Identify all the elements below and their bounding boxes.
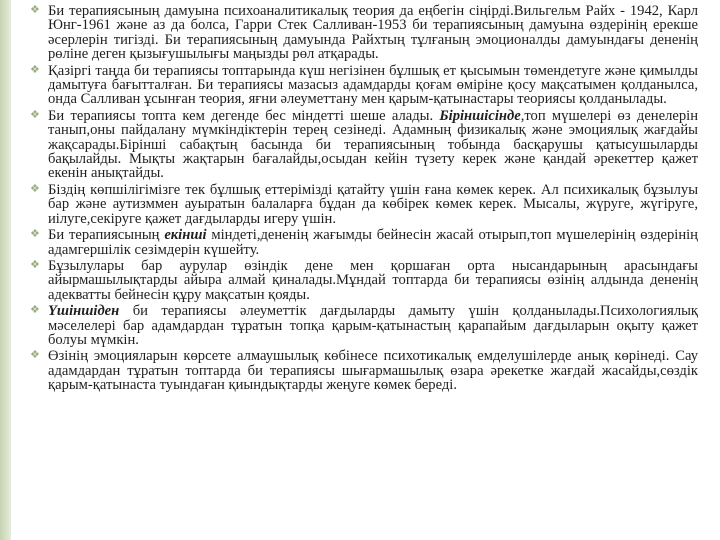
bullet-diamond-icon: ❖: [30, 349, 40, 362]
bullet-text-7-post: би терапиясы әлеуметтік дағдыларды дамыту үшін қолданылады.Психологиялық мәселелері бар адамдардан тұратын топқа қарым-қатынастың қарапайым дағдыларын оқыту қажет болуы мүмкін.: [48, 303, 698, 348]
bullet-text-3-emphasis: Біріншісінде: [439, 107, 521, 124]
bullet-text-5-emphasis: екінші: [164, 227, 207, 244]
left-decorative-border: [0, 0, 11, 540]
bullet-diamond-icon: ❖: [30, 4, 40, 16]
bullet-item-2: [28, 64, 698, 107]
bullet-text-8: Өзінің эмоцияларын көрсете алмаушылық көбінесе психотикалық емделушілерде анық көрінеді. Сау адамдардан тұратын топтарда би терапиясы шығармашылық өзара әрекетке жағдай жасайды,сөздік қарым-қатынаста туындаған қиындықтарды жеңуге көмек береді.: [48, 348, 698, 394]
bullet-diamond-icon: ❖: [30, 182, 40, 195]
bullet-text-5-post: міндеті,дененің жағымды бейнесін жасай отырып,топ мүшелерінің өздерінің адамгершілік сезімдерін күшейту.: [48, 227, 698, 258]
bullet-text-2: Қазіргі таңда би терапиясы топтарында күш негізінен бұлшық ет қысымын төмендетуге және қимылды дамытуға бағытталған. Би терапиясы мазасыз адамдарды қоғам өміріне қосу мақсатымен қолданылса, онда Салливан ұсынған теория, яғни әлеуметтану мен қарым-қатынастары теориясы қолданылады.: [48, 62, 698, 108]
bullet-diamond-icon: ❖: [30, 108, 40, 121]
bullet-text-6: Бұзылулары бар аурулар өзіндік дене мен қоршаған орта нысандарының арасындағы айырмашылықтарды айыра алмай қиналады.Мұндай топтарда би терапиясы өзінің алдында дененің адекватты бейнесін құру мақсатын қояды.: [48, 257, 698, 303]
slide-content: [14, 0, 704, 540]
bullet-list: [28, 4, 698, 393]
bullet-item-1: [28, 4, 698, 62]
bullet-diamond-icon: ❖: [30, 304, 40, 317]
bullet-item-5: [28, 228, 698, 257]
bullet-item-6: [28, 259, 698, 302]
bullet-item-3: [28, 109, 698, 181]
bullet-text-5-pre: Би терапиясының: [48, 227, 165, 244]
bullet-item-4: [28, 183, 698, 226]
bullet-text-3-post: ,топ мүшелері өз денелерін танып,оны пайдалану мүмкіндіктерін терең сезінеді. Адамның физикалық және эмоциялық жағдайы жақсарады.Бірінші сабақтың басында би терапиясының тобында басқарушы қатысушыларды бақылайды. Мықты жақтарын бағалайды,осыдан кейін түзету керек және қандай әрекеттер қажет екенін анықтайды.: [48, 107, 699, 182]
bullet-text-4: Біздің көпшілігімізге тек бұлшық еттерімізді қатайту үшін ғана көмек керек. Ал психикалық бұзылуы бар және аутизммен ауыратын балаларға бұдан да көбірек көмек керек. Мысалы, жүруге, жүгіруге, иілуге,секіруге қажет дағдыларды игеру үшін.: [48, 181, 698, 227]
bullet-text-7-emphasis: Үшіншіден: [48, 303, 120, 320]
bullet-item-8: [28, 349, 698, 392]
bullet-text-3-pre: Би терапиясы топта кем дегенде бес міндетті шеше алады.: [48, 107, 440, 124]
bullet-text-1: Би терапиясының дамуына психоаналитикалық теория да еңбегін сіңірді.Вильгельм Райх - 1942, Карл Юнг-1961 және аз да болса, Гарри Стек Салливан-1953 би терапиясының дамуына өздерінің ерекше әсерлерін тигізді. Би терапиясының дамуында Райхтың тұлғаның эмоционалды дамуындағы дененің рөліне деген қызығушылығы маңызды рөл атқарады.: [48, 3, 698, 63]
bullet-item-7: [28, 304, 698, 347]
bullet-diamond-icon: ❖: [30, 258, 40, 271]
bullet-diamond-icon: ❖: [30, 63, 40, 76]
bullet-diamond-icon: ❖: [30, 228, 40, 241]
